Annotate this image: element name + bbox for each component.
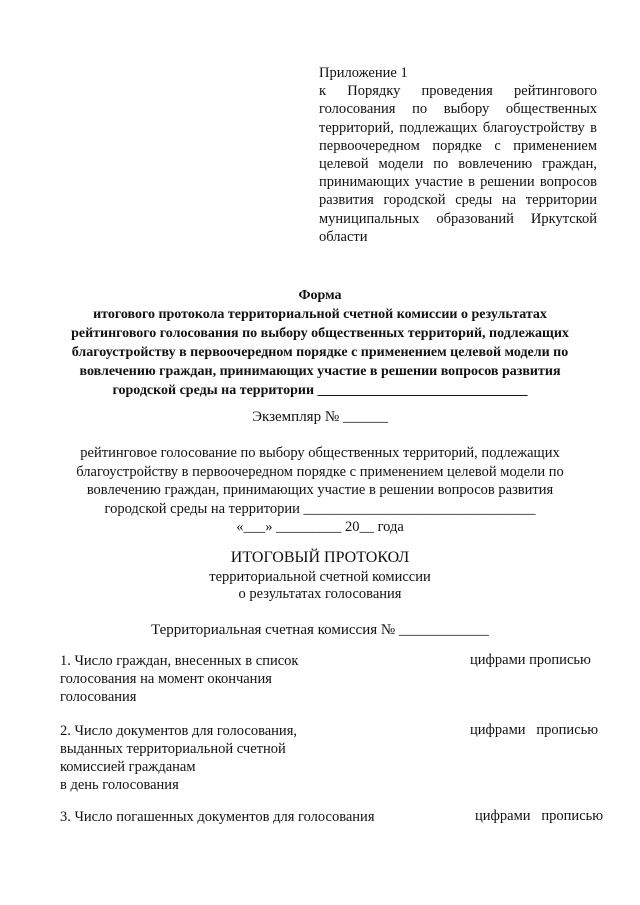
protocol-item-1: [60, 652, 320, 706]
item-line: в день голосования: [60, 777, 179, 793]
form-header-line: благоустройству в первоочередном порядке с применением целевой модели по: [71, 345, 569, 360]
voting-line: рейтинговое голосование по выбору общественных территорий, подлежащих: [80, 445, 560, 461]
item-line: 2. Число документов для голосования,: [60, 723, 297, 739]
item-line: комиссией гражданам: [60, 759, 196, 775]
voting-date: «___» _________ 20__ года: [236, 519, 404, 535]
protocol-subtitle-line: о результатах голосования: [238, 586, 402, 602]
form-header-line: вовлечению граждан, принимающих участие в решении вопросов развития: [79, 364, 561, 379]
form-header-line: городской среды на территории ______________________________: [112, 383, 528, 398]
voting-description: [60, 444, 580, 537]
protocol-item-2: [60, 722, 320, 794]
form-header-line: итогового протокола территориальной счетной комиссии о результатах: [93, 307, 547, 322]
voting-line: благоустройству в первоочередном порядке с применением целевой модели по: [76, 463, 564, 480]
item-2-columns-label: цифрами прописью: [470, 722, 599, 738]
item-line: выданных территориальной счетной: [60, 741, 286, 757]
item-line: голосования: [60, 689, 137, 705]
voting-line: вовлечению граждан, принимающих участие в решении вопросов развития: [86, 482, 554, 498]
form-header: [56, 286, 584, 400]
protocol-subtitle-line: территориальной счетной комиссии: [209, 569, 431, 585]
appendix-text: к Порядку проведения рейтингового голосования по выбору общественных территорий, подлежащих благоустройству в первоочередном порядке с применением целевой модели по вовлечению граждан, принимающих участие в решении вопросов развития городской среды на территории муниципальных образований Иркутской области: [319, 83, 597, 245]
item-line: 1. Число граждан, внесенных в список: [60, 653, 299, 669]
protocol-item-3: [60, 808, 420, 826]
appendix-block: [319, 64, 597, 246]
protocol-title: ИТОГОВЫЙ ПРОТОКОЛ: [230, 549, 410, 566]
appendix-title: Приложение 1: [319, 65, 408, 81]
item-3-columns-label: цифрами прописью: [475, 808, 604, 824]
item-line: голосования на момент окончания: [60, 671, 272, 687]
voting-line: городской среды на территории ________________________________: [104, 500, 536, 517]
protocol-subtitle: [0, 569, 640, 603]
item-line: 3. Число погашенных документов для голосования: [60, 809, 375, 825]
item-1-columns-label: цифрами прописью: [470, 652, 591, 668]
copy-number-line: Экземпляр № ______: [252, 409, 388, 425]
form-word: Форма: [298, 288, 342, 303]
form-header-line: рейтингового голосования по выбору общественных территорий, подлежащих: [71, 326, 569, 341]
commission-number-line: Территориальная счетная комиссия № ____________: [151, 622, 489, 638]
